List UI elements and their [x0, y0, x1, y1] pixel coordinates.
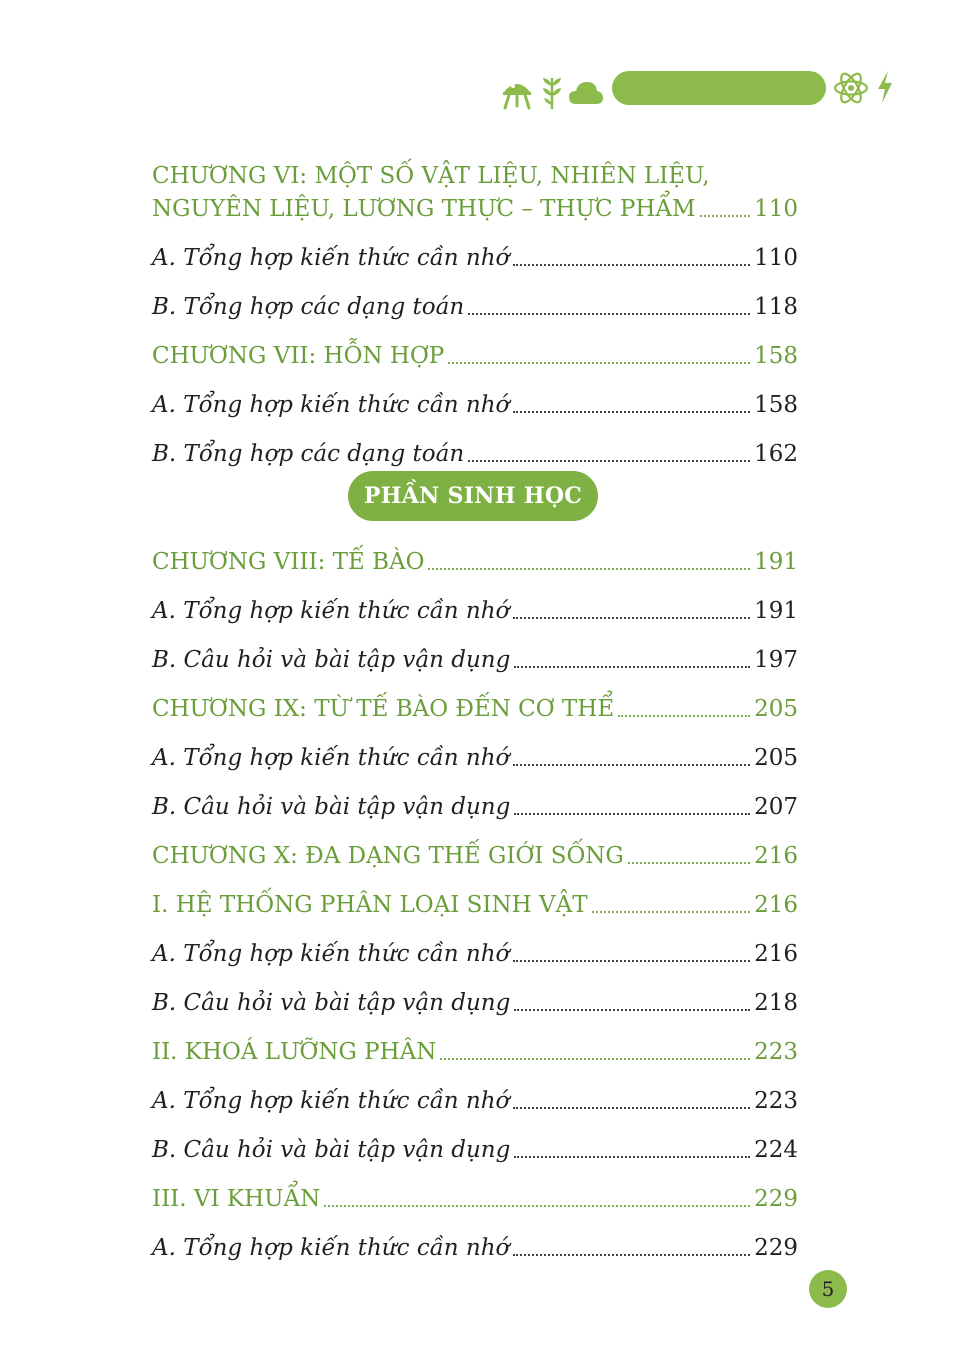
- toc-leader: [513, 1254, 750, 1256]
- toc-leader: [513, 960, 750, 962]
- toc-chapter-7[interactable]: [152, 319, 798, 368]
- toc-page: 197: [754, 647, 798, 673]
- toc-item-9a[interactable]: [152, 721, 798, 770]
- toc-leader: [514, 1009, 750, 1011]
- toc-label: B. Câu hỏi và bài tập vận dụng: [152, 990, 511, 1016]
- toc-item-7b[interactable]: [152, 417, 798, 466]
- toc-item-s3a[interactable]: [152, 1211, 798, 1260]
- toc-page: 216: [754, 843, 798, 869]
- toc-section-2[interactable]: [152, 1015, 798, 1064]
- toc-label: NGUYÊN LIỆU, LƯƠNG THỰC – THỰC PHẨM: [152, 196, 696, 222]
- toc-page: 229: [754, 1235, 798, 1261]
- toc-item-7a[interactable]: [152, 368, 798, 417]
- toc-page: 118: [754, 294, 798, 320]
- toc-item-6b[interactable]: [152, 270, 798, 319]
- toc-label: B. Tổng hợp các dạng toán: [152, 294, 465, 320]
- toc-item-s1a[interactable]: [152, 917, 798, 966]
- toc-leader: [618, 715, 750, 717]
- table-of-contents: [152, 155, 798, 1260]
- toc-page: 223: [754, 1039, 798, 1065]
- toc-leader: [513, 617, 750, 619]
- toc-page: 191: [754, 598, 798, 624]
- toc-leader: [513, 264, 750, 266]
- toc-item-s1b[interactable]: [152, 966, 798, 1015]
- atom-icon: [832, 69, 870, 107]
- toc-label: A. Tổng hợp kiến thức cần nhớ: [152, 1235, 510, 1261]
- toc-section-1[interactable]: [152, 868, 798, 917]
- toc-label: A. Tổng hợp kiến thức cần nhớ: [152, 392, 510, 418]
- toc-page: 216: [754, 892, 798, 918]
- toc-page: 218: [754, 990, 798, 1016]
- section-pill-biology: PHẦN SINH HỌC: [348, 471, 598, 521]
- page-header: [0, 62, 961, 114]
- toc-label: CHƯƠNG X: ĐA DẠNG THẾ GIỚI SỐNG: [152, 843, 624, 869]
- toc-leader: [513, 1107, 750, 1109]
- toc-label: CHƯƠNG IX: TỪ TẾ BÀO ĐẾN CƠ THỂ: [152, 696, 615, 722]
- toc-label: B. Câu hỏi và bài tập vận dụng: [152, 1137, 511, 1163]
- toc-label: CHƯƠNG VIII: TẾ BÀO: [152, 549, 425, 575]
- toc-page: 158: [754, 392, 798, 418]
- header-bar: [612, 71, 826, 105]
- toc-page: 229: [754, 1186, 798, 1212]
- toc-chapter-8[interactable]: [152, 525, 798, 574]
- toc-leader: [514, 813, 750, 815]
- toc-page: 158: [754, 343, 798, 369]
- toc-item-9b[interactable]: [152, 770, 798, 819]
- toc-page: 224: [754, 1137, 798, 1163]
- toc-section-3[interactable]: [152, 1162, 798, 1211]
- toc-label: III. VI KHUẨN: [152, 1186, 321, 1212]
- toc-chapter-6[interactable]: [152, 155, 798, 221]
- toc-item-s2a[interactable]: [152, 1064, 798, 1113]
- toc-label: II. KHOÁ LƯỠNG PHÂN: [152, 1039, 437, 1065]
- page-number-badge: 5: [809, 1270, 847, 1308]
- toc-leader: [700, 215, 751, 217]
- toc-leader: [513, 411, 750, 413]
- toc-leader: [448, 362, 750, 364]
- toc-leader: [513, 764, 750, 766]
- toc-page: 207: [754, 794, 798, 820]
- toc-leader: [514, 1156, 750, 1158]
- microscope-icon: [500, 76, 534, 110]
- toc-label: A. Tổng hợp kiến thức cần nhớ: [152, 1088, 510, 1114]
- toc-leader: [592, 911, 751, 913]
- plant-icon: [541, 74, 563, 110]
- toc-leader: [428, 568, 750, 570]
- lightning-icon: [876, 70, 894, 104]
- toc-label: A. Tổng hợp kiến thức cần nhớ: [152, 941, 510, 967]
- toc-label: B. Câu hỏi và bài tập vận dụng: [152, 794, 511, 820]
- toc-leader: [440, 1058, 750, 1060]
- toc-page: 110: [754, 196, 798, 222]
- toc-label: B. Câu hỏi và bài tập vận dụng: [152, 647, 511, 673]
- toc-leader: [628, 862, 750, 864]
- toc-label: A. Tổng hợp kiến thức cần nhớ: [152, 745, 510, 771]
- toc-label: I. HỆ THỐNG PHÂN LOẠI SINH VẬT: [152, 892, 588, 918]
- toc-leader: [324, 1205, 750, 1207]
- toc-page: 223: [754, 1088, 798, 1114]
- toc-label: A. Tổng hợp kiến thức cần nhớ: [152, 598, 510, 624]
- toc-item-8a[interactable]: [152, 574, 798, 623]
- toc-leader: [514, 666, 750, 668]
- toc-label: B. Tổng hợp các dạng toán: [152, 441, 465, 467]
- toc-chapter-10[interactable]: [152, 819, 798, 868]
- section-heading: [152, 466, 798, 525]
- toc-item-6a[interactable]: [152, 221, 798, 270]
- cloud-icon: [568, 78, 604, 106]
- toc-page: 110: [754, 245, 798, 271]
- toc-item-8b[interactable]: [152, 623, 798, 672]
- toc-page: 205: [754, 745, 798, 771]
- toc-leader: [468, 313, 750, 315]
- toc-item-s2b[interactable]: [152, 1113, 798, 1162]
- toc-page: 216: [754, 941, 798, 967]
- toc-label: CHƯƠNG VI: MỘT SỐ VẬT LIỆU, NHIÊN LIỆU,: [152, 163, 710, 189]
- toc-chapter-9[interactable]: [152, 672, 798, 721]
- toc-page: 162: [754, 441, 798, 467]
- toc-page: 191: [754, 549, 798, 575]
- toc-leader: [468, 460, 750, 462]
- toc-label: A. Tổng hợp kiến thức cần nhớ: [152, 245, 510, 271]
- toc-page: 205: [754, 696, 798, 722]
- toc-label: CHƯƠNG VII: HỖN HỢP: [152, 343, 445, 369]
